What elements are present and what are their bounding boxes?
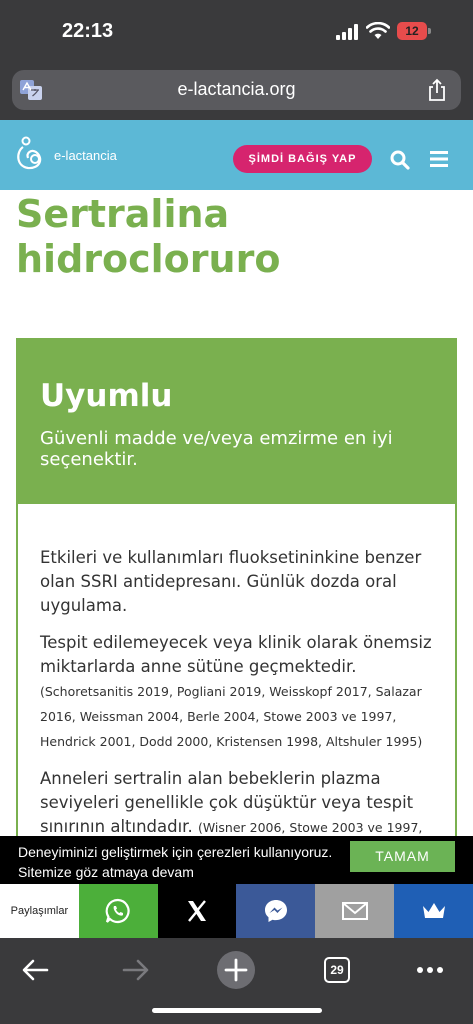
- compatibility-description: Güvenli madde ve/veya emzirme en iyi seçenektir.: [40, 428, 393, 470]
- paragraph-3-references: (Wisner 2006, Stowe 2003 ve 1997,: [197, 820, 423, 835]
- plus-icon: [216, 950, 256, 990]
- tab-count: 29: [324, 957, 350, 983]
- status-time: 22:13: [62, 20, 114, 42]
- more-icon: [416, 966, 444, 974]
- card-body: [40, 546, 435, 853]
- page-title: Sertralina hidrocloruro: [16, 192, 281, 281]
- compatibility-card: [16, 338, 457, 858]
- cookie-message: Deneyiminizi geliştirmek için çerezleri kullanıyoruz. Sitemize göz atmaya devam: [18, 844, 333, 880]
- email-share-button[interactable]: [315, 884, 394, 938]
- tabs-button[interactable]: [317, 950, 357, 990]
- cookie-banner: [0, 836, 473, 884]
- paragraph-3-text: Anneleri sertralin alan bebeklerin plazma seviyeleri genellikle çok düşüktür veya tespit sınırının altındadır.: [40, 769, 414, 836]
- new-tab-button[interactable]: [216, 950, 256, 990]
- share-label: Paylaşımlar: [0, 884, 79, 938]
- more-share-button[interactable]: [394, 884, 473, 938]
- address-bar[interactable]: [12, 70, 461, 110]
- status-bar: [0, 0, 473, 62]
- logo-icon[interactable]: [14, 136, 46, 172]
- paragraph-1: Etkileri ve kullanımları fluoksetininkine benzer olan SSRI antidepresanı. Günlük dozda oral uygulama.: [40, 548, 422, 615]
- cellular-signal-icon: [336, 24, 360, 40]
- x-icon: [183, 897, 211, 925]
- logo-text[interactable]: e-lactancia: [54, 148, 117, 163]
- battery-level: 12: [397, 22, 427, 40]
- search-icon[interactable]: [390, 150, 410, 170]
- whatsapp-share-button[interactable]: [79, 884, 158, 938]
- battery-icon: [397, 22, 431, 40]
- back-button[interactable]: [15, 950, 55, 990]
- wifi-icon: [366, 22, 390, 40]
- messenger-icon: [262, 897, 290, 925]
- email-icon: [341, 897, 369, 925]
- more-menu-button[interactable]: [410, 950, 450, 990]
- home-indicator: [152, 1008, 322, 1013]
- compatibility-level: Uyumlu: [40, 378, 173, 414]
- forward-arrow-icon: [122, 958, 150, 982]
- browser-address-area: [0, 62, 473, 120]
- forward-button[interactable]: [116, 950, 156, 990]
- donate-button[interactable]: ŞİMDİ BAĞIŞ YAP: [233, 145, 372, 173]
- paragraph-3: [40, 767, 435, 840]
- share-bar: [0, 884, 473, 938]
- url-text: e-lactancia.org: [177, 79, 296, 99]
- x-share-button[interactable]: [158, 884, 237, 938]
- crown-icon: [420, 897, 448, 925]
- paragraph-2-text: Tespit edilemeyecek veya klinik olarak önemsiz miktarlarda anne sütüne geçmektedir.: [40, 633, 432, 676]
- menu-icon[interactable]: [430, 151, 448, 167]
- site-header: [0, 120, 473, 190]
- paragraph-2-references: (Schoretsanitis 2019, Pogliani 2019, Weisskopf 2017, Salazar 2016, Weissman 2004, Berle 2004, Stowe 2003 ve 1997, Hendrick 2001, Dodd 2000, Kristensen 1998, Altshuler 1995): [40, 684, 423, 749]
- cookie-accept-button[interactable]: TAMAM: [350, 841, 455, 872]
- compatibility-header: [18, 340, 455, 504]
- paragraph-2: [40, 631, 435, 754]
- back-arrow-icon: [21, 958, 49, 982]
- messenger-share-button[interactable]: [236, 884, 315, 938]
- share-icon[interactable]: [427, 78, 447, 102]
- whatsapp-icon: [104, 897, 132, 925]
